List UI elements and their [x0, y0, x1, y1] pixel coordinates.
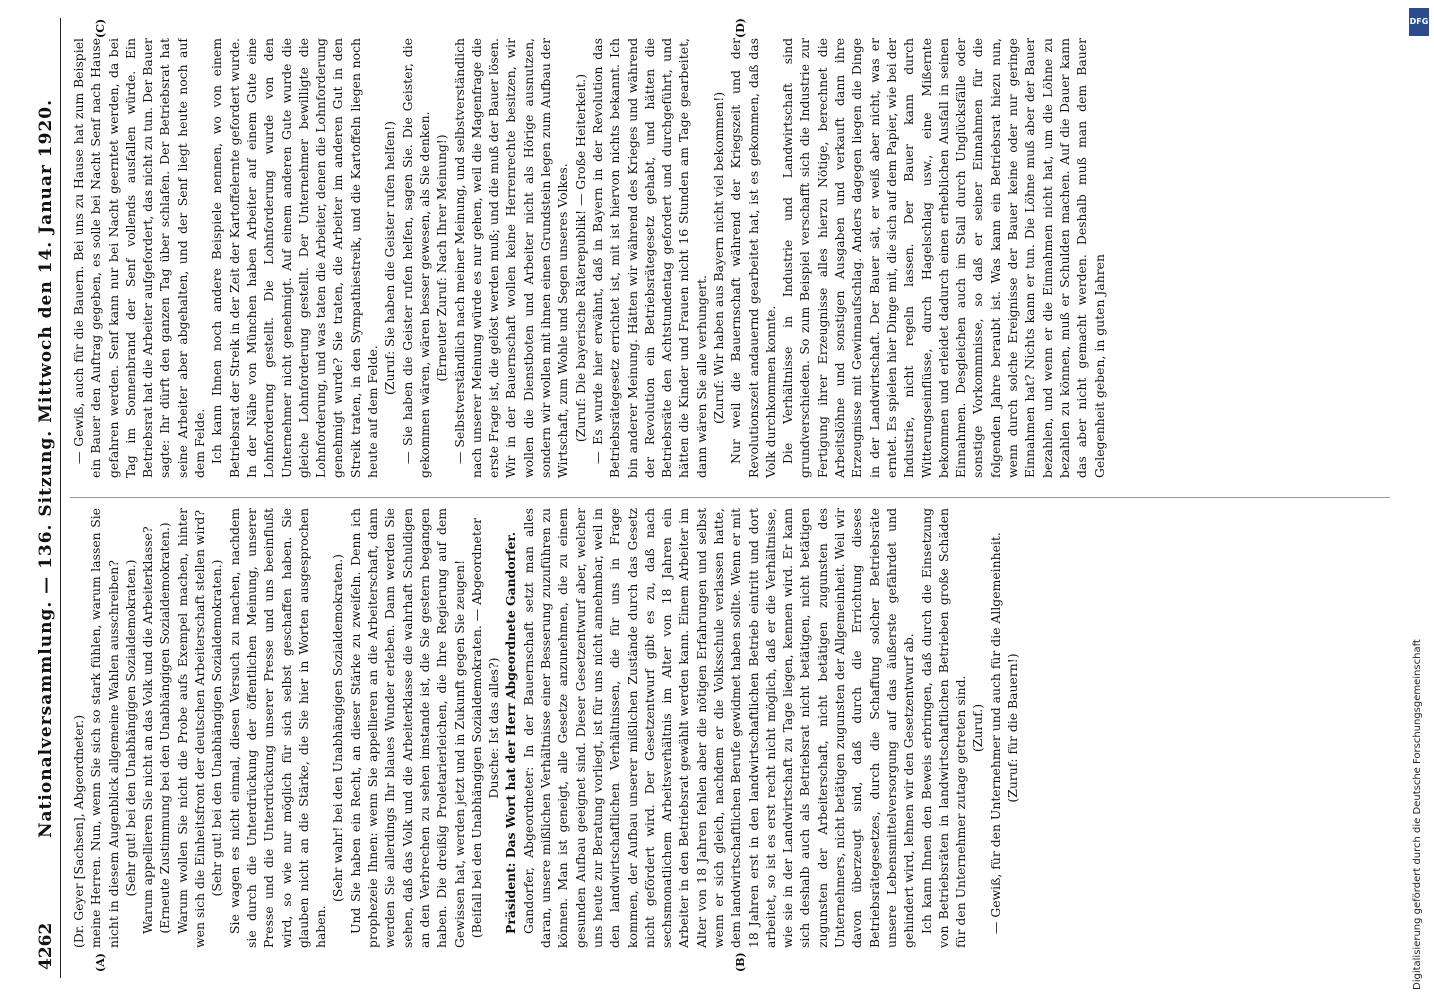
- paragraph: Und Sie haben ein Recht, an dieser Stärke zu zweifeln. Denn ich prophezeie Ihnen: wenn Sie appellieren an die Arbeiterschaft, dann werden Sie allerdings Ihr blaues Wunder erleben. Dann werden Sie sehen, daß das Volk und die Arbeiterklasse die wahrhaft Schuldigen an den Verbrechen zu sehen imstande ist, die Sie gestern begangen haben. Die dreißig Proletarierleichen, die Ihre Regierung auf dem Gewissen hat, werden jetzt und in Zukunft gegen Sie zeugen!: [347, 508, 467, 948]
- interjection: (Zuruf: Die bayerische Räterepublik! — Große Heiterkeit.): [572, 73, 588, 443]
- paragraph: Nur weil die Bauernschaft während der Kriegszeit und der Revolutionszeit andauernd gearbeitet hat, ist es gekommen, daß das Volk durchkommen konnte.: [728, 38, 778, 478]
- speaker-paragraph: Gandorfer, Abgeordneter: In der Bauernschaft setzt man alles daran, unsere mißlichen Verhältnisse einer Besserung zuzuführen zu können. Man ist geneigt, alle Gesetze anzunehmen, die zu einem gesunden Aufbau geeignet sind. Dieser Gesetzentwurf aber, welcher uns heute zur Beratung vorliegt, ist für uns nicht annehmbar, weil in den landwirtschaftlichen Verhältnissen, die für uns in Frage kommen, der Aufbau unserer mißlichen Zustände durch das Gesetz nicht gefördert wird. Der Gesetzentwurf gibt es zu, daß nach sechsmonatlichem Arbeitsverhältnis im Alter von 18 Jahren ein Arbeiter in den Betriebsrat gewählt werden kann. Einem Arbeiter im Alter von 18 Jahren fehlen aber die nötigen Erfahrungen und selbst wenn er sich gleich, nachdem er die Volksschule verlassen hatte, dem landwirtschaftlichen Berufe gewidmet haben sollte. Wenn er mit 18 Jahren erst in den landwirtschaftlichen Betrieb eintritt und dort arbeitet, so ist es erst recht nicht möglich, daß er die Verhältnisse, wie sie in der Landwirtschaft zu Tage liegen, kennen wird. Er kann sich deshalb auch als Betriebsrat nicht betätigen, nicht betätigen zugunsten der Arbeiterschaft, nicht betätigen zugunsten des Unternehmers, nicht betätigen zugunsten der Allgemeinheit. Weil wir davon überzeugt sind, daß durch die Errichtung dieses Betriebsrätegesetzes, durch die Schaffung solcher Betriebsräte unsere Lebensmittelversorgung auf das äußerste gefährdet und gehindert wird, lehnen wir den Gesetzentwurf ab.: [520, 508, 917, 948]
- interjection: (Beifall bei den Unabhängigen Sozialdemokraten. — Abgeordneter Dusche: Ist das alles?): [468, 517, 502, 939]
- rotated-page-content: [34, 18, 1404, 978]
- paragraph: (Dr. Geyer [Sachsen], Abgeordneter.): [71, 714, 86, 948]
- digitization-note-text: Digitalisierung gefördert durch die Deutsche Forschungsgemeinschaft: [1412, 639, 1423, 990]
- paragraph: — Sie haben die Geister rufen helfen, sagen Sie. Die Geister, die gekommen wären, wären besser gewesen, als Sie denken.: [399, 38, 432, 478]
- margin-marker-d: (D): [734, 18, 747, 38]
- paragraph: Warum appellieren Sie nicht an das Volk und die Arbeiterklasse?: [140, 526, 156, 934]
- paragraph: — Es wurde hier erwähnt, daß in Bayern in der Revolution das Betriebsrätegesetz errichtet ist, mit ist hiervon nichts bekannt. Ich bin anderer Meinung. Hätten wir während des Krieges und während der Revolution ein Betriebsrätegesetz gehabt, und hätten die Betriebsräte den Achtstundentag gefordert und durchgeführt, und hätten die Kinder und Frauen nicht 16 Stunden am Tage gearbeitet, dann wären Sie alle verhungert.: [589, 38, 709, 478]
- paragraph: Ich kann Ihnen noch andere Beispiele nennen, wo von einem Betriebsrat der Streik in der Zeit der Kartoffelernte gefordert wurde. In der Nähe von München haben Arbeiter auf einem Gute eine Lohnforderung gestellt. Die Lohnforderung wurde von den Unternehmer nicht genehmigt. Auf einem anderen Gute wurde die gleiche Lohnforderung gestellt. Der Unternehmer bewilligte die Lohnforderung, und was taten die Arbeiter, denen die Lohnforderung genehmigt wurde? Sie traten, die Arbeiter im anderen Gut in den Streik traten, in den Sympathiestreik, und die Kartoffeln liegen noch heute auf dem Felde.: [209, 38, 381, 478]
- margin-marker-c: (C): [94, 18, 107, 38]
- column-divider: [70, 497, 1390, 498]
- paragraph: Ich kann Ihnen den Beweis erbringen, daß durch die Einsetzung von Betriebsräten in landwirtschaftlichen Betrieben große Schäden für den Unternehmer zutage getreten sind.: [918, 508, 969, 948]
- paragraph: Warum wollen Sie nicht die Probe aufs Exempel machen, hinter wen sich die Einheitsfront der deutschen Arbeiterschaft stellen wird?: [174, 508, 208, 948]
- speaker-paragraph: Präsident: Das Wort hat der Herr Abgeordnete Gandorfer.: [503, 531, 519, 934]
- interjection: (Zuruf.): [970, 703, 986, 753]
- scanned-page: [34, 18, 1414, 972]
- interjection: (Sehr gut! bei den Unabhängigen Sozialdemokraten.): [209, 559, 225, 897]
- paragraph: Sie wagen es nicht einmal, diesen Versuch zu machen, nachdem sie durch die Unterdrückung der öffentlichen Meinung, unserer Presse und die Unterdrückung unserer Presse und uns beeinflußt wird, so wie nur möglich für sich selbst geschaffen haben. Sie glauben nicht an die Stärke, die Sie hier in Worten ausgesprochen haben.: [226, 508, 329, 948]
- running-title: Nationalversammlung. — 136. Sitzung. Mittwoch den 14. Januar 1920.: [36, 98, 56, 838]
- interjection: (Erneuter Zuruf: Nach Ihrer Meinung!): [434, 134, 450, 382]
- left-column: [70, 508, 1390, 948]
- interjection: (Zuruf: für die Bauern!): [1005, 653, 1021, 803]
- interjection: (Sehr wahr! bei den Unabhängigen Sozialdemokraten.): [330, 554, 346, 902]
- paragraph: meine Herren. Nun, wenn Sie sich so stark fühlen, warum lassen Sie nicht in diesem Augenblick allgemeine Wahlen ausschreiben?: [88, 508, 121, 948]
- paragraph: — Gewiß, auch für die Bauern. Bei uns zu Hause hat zum Beispiel ein Bauer den Auftrag gegeben, es solle bei Nacht Senf nach Hause gefahren werden. Senf kann nur bei Nacht geerntet werden, da bei Tag im Sonnenbrand der Senf vollends ausfallen würde. Ein Betriebsrat hat die Arbeiter aufgefordert, das nicht zu tun. Der Bauer sagte: Ihr dürft den ganzen Tag über schlafen. Der Betriebsrat hat seine Arbeiter aber abgehalten, und der Senf liegt heute noch auf dem Felde.: [71, 38, 208, 478]
- interjection: (Sehr gut! bei den Unabhängigen Sozialdemokraten.): [122, 559, 138, 897]
- dfg-logo: DFG: [1409, 8, 1429, 36]
- paragraph: — Gewiß, für den Unternehmer und auch für die Allgemeinheit.: [987, 532, 1003, 934]
- margin-marker-b: (B): [734, 952, 747, 972]
- interjection: (Erneute Zustimmung bei den Unabhängigen Sozialdemokraten.): [157, 522, 173, 934]
- page-number: 4262: [36, 922, 56, 970]
- paragraph: Die Verhältnisse in Industrie und Landwirtschaft sind grundverschieden. So zum Beispiel verschafft sich die Industrie zur Fertigung ihrer Erzeugnisse alles hierzu Nötige, berechnet die Arbeitslöhne und sonstigen Ausgaben und verkauft dann ihre Erzeugnisse mit Gewinnaufschlag. Anders dagegen liegen die Dinge in der Landwirtschaft. Der Bauer sät, er weiß aber nicht, was er erntet. Es spielen hier Dinge mit, die sich auf dem Papier, wie bei der Industrie, nicht regeln lassen. Der Bauer kann durch Witterungseinflüsse, durch Hagelschlag usw., eine Mißernte bekommen und erleidet dadurch einen erheblichen Ausfall in seinen Einnahmen. Desgleichen auch im Stall durch Unglücksfälle oder sonstige Vorkommnisse, so daß er seiner Einnahmen für die folgenden Jahre beraubt ist. Was kann ein Betriebsrat hiezu nun, wenn durch solche Ereignisse der Bauer keine oder nur geringe Einnahmen hat? Nichts kann er tun. Die Löhne muß aber der Bauer bezahlen, und wenn er die Einnahmen nicht hat, um die Löhne zu bezahlen zu können, muß er Schulden machen. Auf die Dauer kann das aber nicht gemacht werden. Deshalb muß man dem Bauer Gelegenheit geben, in guten Jahren: [780, 38, 1107, 478]
- margin-marker-a: (A): [94, 953, 107, 972]
- interjection: (Zuruf: Wir haben aus Bayern nicht viel bekommen!): [710, 91, 726, 425]
- right-column: [70, 38, 1390, 478]
- digitization-note: [1408, 10, 1428, 990]
- interjection: (Zuruf: Sie haben die Geister rufen helfen!): [382, 121, 398, 395]
- running-header: [34, 18, 61, 978]
- paragraph: — Selbstverständlich nach meiner Meinung, und selbstverständlich nach unserer Meinung würde es nur gehen, weil die Magenfrage die erste Frage ist, die gelöst werden muß; und die muß der Bauer lösen. Wir in der Bauernschaft wollen keine Herrenrechte besitzen, wir wollen die Dienstboten und Arbeiter nicht als Hörige ausnutzen, sondern wir wollen mit ihnen einen Grundstein legen zum Aufbau der Wirtschaft, zum Wohle und Segen unseres Volkes.: [451, 38, 571, 478]
